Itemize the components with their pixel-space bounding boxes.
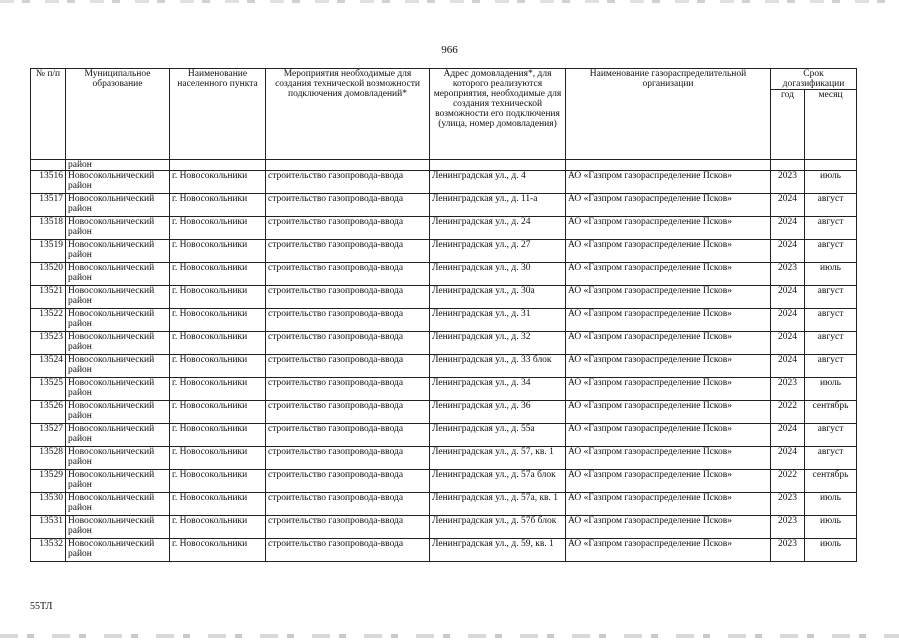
cell-address: Ленинградская ул., д. 11-а bbox=[430, 194, 566, 217]
cell-num: 13516 bbox=[31, 171, 66, 194]
scan-edge-top bbox=[0, 0, 899, 3]
cell-settlement: г. Новосокольники bbox=[170, 539, 266, 562]
cell-org: АО «Газпром газораспределение Псков» bbox=[566, 355, 771, 378]
cell-num: 13525 bbox=[31, 378, 66, 401]
cell-year: 2023 bbox=[771, 539, 805, 562]
table-row bbox=[31, 516, 857, 539]
header-deadline: Срок догазификации bbox=[771, 69, 857, 90]
cell-municipality: Новосокольнический район bbox=[66, 539, 170, 562]
cell-org: АО «Газпром газораспределение Псков» bbox=[566, 493, 771, 516]
cell-num: 13524 bbox=[31, 355, 66, 378]
cell-month: июль bbox=[805, 493, 857, 516]
cell-municipality: Новосокольнический район bbox=[66, 217, 170, 240]
cell-month: август bbox=[805, 447, 857, 470]
cell-measure: строительство газопровода-ввода bbox=[266, 263, 430, 286]
cell-year: 2024 bbox=[771, 286, 805, 309]
cell-year: 2024 bbox=[771, 240, 805, 263]
cell-municipality: Новосокольнический район bbox=[66, 493, 170, 516]
cell-municipality: Новосокольнический район bbox=[66, 309, 170, 332]
table-row bbox=[31, 217, 857, 240]
cell-measure: строительство газопровода-ввода bbox=[266, 355, 430, 378]
cell-num: 13520 bbox=[31, 263, 66, 286]
cell-address: Ленинградская ул., д. 59, кв. 1 bbox=[430, 539, 566, 562]
cell-org: АО «Газпром газораспределение Псков» bbox=[566, 539, 771, 562]
cell-measure: строительство газопровода-ввода bbox=[266, 194, 430, 217]
cell-num: 13527 bbox=[31, 424, 66, 447]
cell-measure: строительство газопровода-ввода bbox=[266, 240, 430, 263]
continuation-cell-empty bbox=[771, 160, 805, 171]
table-row bbox=[31, 240, 857, 263]
table-row bbox=[31, 355, 857, 378]
cell-month: июль bbox=[805, 171, 857, 194]
cell-num: 13531 bbox=[31, 516, 66, 539]
cell-org: АО «Газпром газораспределение Псков» bbox=[566, 286, 771, 309]
header-measures: Мероприятия необходимые для создания технической возможности подключения домовладений* bbox=[266, 69, 430, 160]
cell-address: Ленинградская ул., д. 30 bbox=[430, 263, 566, 286]
cell-settlement: г. Новосокольники bbox=[170, 286, 266, 309]
table-row bbox=[31, 447, 857, 470]
table-row bbox=[31, 493, 857, 516]
table-row bbox=[31, 263, 857, 286]
cell-municipality: Новосокольнический район bbox=[66, 355, 170, 378]
cell-year: 2024 bbox=[771, 309, 805, 332]
cell-month: август bbox=[805, 424, 857, 447]
cell-address: Ленинградская ул., д. 34 bbox=[430, 378, 566, 401]
cell-year: 2023 bbox=[771, 378, 805, 401]
cell-month: август bbox=[805, 240, 857, 263]
cell-address: Ленинградская ул., д. 30а bbox=[430, 286, 566, 309]
cell-measure: строительство газопровода-ввода bbox=[266, 217, 430, 240]
cell-municipality: Новосокольнический район bbox=[66, 286, 170, 309]
cell-address: Ленинградская ул., д. 57, кв. 1 bbox=[430, 447, 566, 470]
cell-settlement: г. Новосокольники bbox=[170, 171, 266, 194]
cell-num: 13521 bbox=[31, 286, 66, 309]
page-number: 966 bbox=[441, 44, 458, 56]
gasification-table bbox=[30, 68, 857, 562]
cell-num: 13518 bbox=[31, 217, 66, 240]
cell-org: АО «Газпром газораспределение Псков» bbox=[566, 447, 771, 470]
cell-settlement: г. Новосокольники bbox=[170, 378, 266, 401]
cell-measure: строительство газопровода-ввода bbox=[266, 493, 430, 516]
cell-num: 13526 bbox=[31, 401, 66, 424]
cell-year: 2022 bbox=[771, 401, 805, 424]
header-month: месяц bbox=[805, 90, 857, 160]
table-row bbox=[31, 194, 857, 217]
table-row bbox=[31, 171, 857, 194]
header-municipality: Муниципальное образование bbox=[66, 69, 170, 160]
cell-month: август bbox=[805, 194, 857, 217]
cell-num: 13522 bbox=[31, 309, 66, 332]
cell-year: 2023 bbox=[771, 263, 805, 286]
cell-measure: строительство газопровода-ввода bbox=[266, 401, 430, 424]
table-row bbox=[31, 378, 857, 401]
table-row bbox=[31, 424, 857, 447]
cell-settlement: г. Новосокольники bbox=[170, 493, 266, 516]
cell-measure: строительство газопровода-ввода bbox=[266, 447, 430, 470]
cell-address: Ленинградская ул., д. 33 блок bbox=[430, 355, 566, 378]
cell-num: 13528 bbox=[31, 447, 66, 470]
cell-org: АО «Газпром газораспределение Псков» bbox=[566, 194, 771, 217]
cell-org: АО «Газпром газораспределение Псков» bbox=[566, 309, 771, 332]
table-row bbox=[31, 309, 857, 332]
table-row bbox=[31, 332, 857, 355]
cell-settlement: г. Новосокольники bbox=[170, 516, 266, 539]
cell-org: АО «Газпром газораспределение Псков» bbox=[566, 332, 771, 355]
cell-address: Ленинградская ул., д. 4 bbox=[430, 171, 566, 194]
cell-measure: строительство газопровода-ввода bbox=[266, 470, 430, 493]
continuation-cell-empty bbox=[566, 160, 771, 171]
cell-settlement: г. Новосокольники bbox=[170, 263, 266, 286]
cell-num: 13529 bbox=[31, 470, 66, 493]
cell-year: 2024 bbox=[771, 424, 805, 447]
cell-address: Ленинградская ул., д. 31 bbox=[430, 309, 566, 332]
cell-month: июль bbox=[805, 539, 857, 562]
cell-month: сентябрь bbox=[805, 401, 857, 424]
cell-num: 13519 bbox=[31, 240, 66, 263]
cell-org: АО «Газпром газораспределение Псков» bbox=[566, 378, 771, 401]
cell-month: август bbox=[805, 309, 857, 332]
cell-municipality: Новосокольнический район bbox=[66, 401, 170, 424]
header-org: Наименование газораспределительной организации bbox=[566, 69, 771, 160]
cell-address: Ленинградская ул., д. 24 bbox=[430, 217, 566, 240]
cell-settlement: г. Новосокольники bbox=[170, 424, 266, 447]
header-num: № п/п bbox=[31, 69, 66, 160]
cell-measure: строительство газопровода-ввода bbox=[266, 286, 430, 309]
cell-settlement: г. Новосокольники bbox=[170, 194, 266, 217]
cell-month: сентябрь bbox=[805, 470, 857, 493]
cell-municipality: Новосокольнический район bbox=[66, 194, 170, 217]
continuation-cell-empty bbox=[266, 160, 430, 171]
cell-settlement: г. Новосокольники bbox=[170, 309, 266, 332]
continuation-cell-municipality: район bbox=[66, 160, 170, 171]
header-address: Адрес домовладения*, для которого реализуются мероприятия, необходимые для создания технической возможности его подключения (улица, номер домовладения) bbox=[430, 69, 566, 160]
cell-municipality: Новосокольнический район bbox=[66, 332, 170, 355]
cell-year: 2022 bbox=[771, 470, 805, 493]
continuation-cell-num bbox=[31, 160, 66, 171]
cell-num: 13532 bbox=[31, 539, 66, 562]
cell-year: 2024 bbox=[771, 194, 805, 217]
cell-measure: строительство газопровода-ввода bbox=[266, 332, 430, 355]
cell-address: Ленинградская ул., д. 57б блок bbox=[430, 516, 566, 539]
table-body bbox=[31, 160, 857, 562]
cell-org: АО «Газпром газораспределение Псков» bbox=[566, 516, 771, 539]
cell-measure: строительство газопровода-ввода bbox=[266, 516, 430, 539]
cell-address: Ленинградская ул., д. 55а bbox=[430, 424, 566, 447]
cell-measure: строительство газопровода-ввода bbox=[266, 424, 430, 447]
cell-address: Ленинградская ул., д. 57а блок bbox=[430, 470, 566, 493]
cell-org: АО «Газпром газораспределение Псков» bbox=[566, 171, 771, 194]
table-row bbox=[31, 401, 857, 424]
cell-month: июль bbox=[805, 378, 857, 401]
cell-org: АО «Газпром газораспределение Псков» bbox=[566, 263, 771, 286]
cell-num: 13530 bbox=[31, 493, 66, 516]
cell-year: 2024 bbox=[771, 217, 805, 240]
cell-settlement: г. Новосокольники bbox=[170, 217, 266, 240]
cell-municipality: Новосокольнический район bbox=[66, 447, 170, 470]
cell-municipality: Новосокольнический район bbox=[66, 378, 170, 401]
cell-address: Ленинградская ул., д. 36 bbox=[430, 401, 566, 424]
cell-year: 2023 bbox=[771, 516, 805, 539]
table-header bbox=[31, 69, 857, 160]
cell-address: Ленинградская ул., д. 27 bbox=[430, 240, 566, 263]
cell-municipality: Новосокольнический район bbox=[66, 263, 170, 286]
header-year: год bbox=[771, 90, 805, 160]
cell-settlement: г. Новосокольники bbox=[170, 401, 266, 424]
cell-org: АО «Газпром газораспределение Псков» bbox=[566, 217, 771, 240]
continuation-cell-empty bbox=[430, 160, 566, 171]
cell-address: Ленинградская ул., д. 57а, кв. 1 bbox=[430, 493, 566, 516]
cell-org: АО «Газпром газораспределение Псков» bbox=[566, 470, 771, 493]
cell-month: август bbox=[805, 355, 857, 378]
cell-address: Ленинградская ул., д. 32 bbox=[430, 332, 566, 355]
cell-settlement: г. Новосокольники bbox=[170, 447, 266, 470]
table-row bbox=[31, 539, 857, 562]
cell-month: июль bbox=[805, 263, 857, 286]
footer-code: 55ТЛ bbox=[30, 601, 53, 612]
cell-month: июль bbox=[805, 516, 857, 539]
cell-year: 2023 bbox=[771, 493, 805, 516]
cell-year: 2024 bbox=[771, 447, 805, 470]
cell-month: август bbox=[805, 217, 857, 240]
table-row bbox=[31, 470, 857, 493]
cell-settlement: г. Новосокольники bbox=[170, 470, 266, 493]
continuation-cell-empty bbox=[805, 160, 857, 171]
cell-settlement: г. Новосокольники bbox=[170, 332, 266, 355]
continuation-row bbox=[31, 160, 857, 171]
cell-year: 2023 bbox=[771, 171, 805, 194]
cell-measure: строительство газопровода-ввода bbox=[266, 309, 430, 332]
cell-measure: строительство газопровода-ввода bbox=[266, 539, 430, 562]
cell-num: 13517 bbox=[31, 194, 66, 217]
cell-measure: строительство газопровода-ввода bbox=[266, 378, 430, 401]
table-row bbox=[31, 286, 857, 309]
scan-edge-bottom bbox=[0, 634, 899, 638]
cell-year: 2024 bbox=[771, 355, 805, 378]
cell-month: август bbox=[805, 286, 857, 309]
cell-year: 2024 bbox=[771, 332, 805, 355]
cell-settlement: г. Новосокольники bbox=[170, 240, 266, 263]
cell-month: август bbox=[805, 332, 857, 355]
cell-municipality: Новосокольнический район bbox=[66, 171, 170, 194]
cell-org: АО «Газпром газораспределение Псков» bbox=[566, 240, 771, 263]
cell-municipality: Новосокольнический район bbox=[66, 424, 170, 447]
cell-municipality: Новосокольнический район bbox=[66, 516, 170, 539]
cell-org: АО «Газпром газораспределение Псков» bbox=[566, 424, 771, 447]
cell-municipality: Новосокольнический район bbox=[66, 240, 170, 263]
cell-measure: строительство газопровода-ввода bbox=[266, 171, 430, 194]
cell-num: 13523 bbox=[31, 332, 66, 355]
cell-settlement: г. Новосокольники bbox=[170, 355, 266, 378]
cell-org: АО «Газпром газораспределение Псков» bbox=[566, 401, 771, 424]
cell-municipality: Новосокольнический район bbox=[66, 470, 170, 493]
header-settlement: Наименование населенного пункта bbox=[170, 69, 266, 160]
continuation-cell-empty bbox=[170, 160, 266, 171]
